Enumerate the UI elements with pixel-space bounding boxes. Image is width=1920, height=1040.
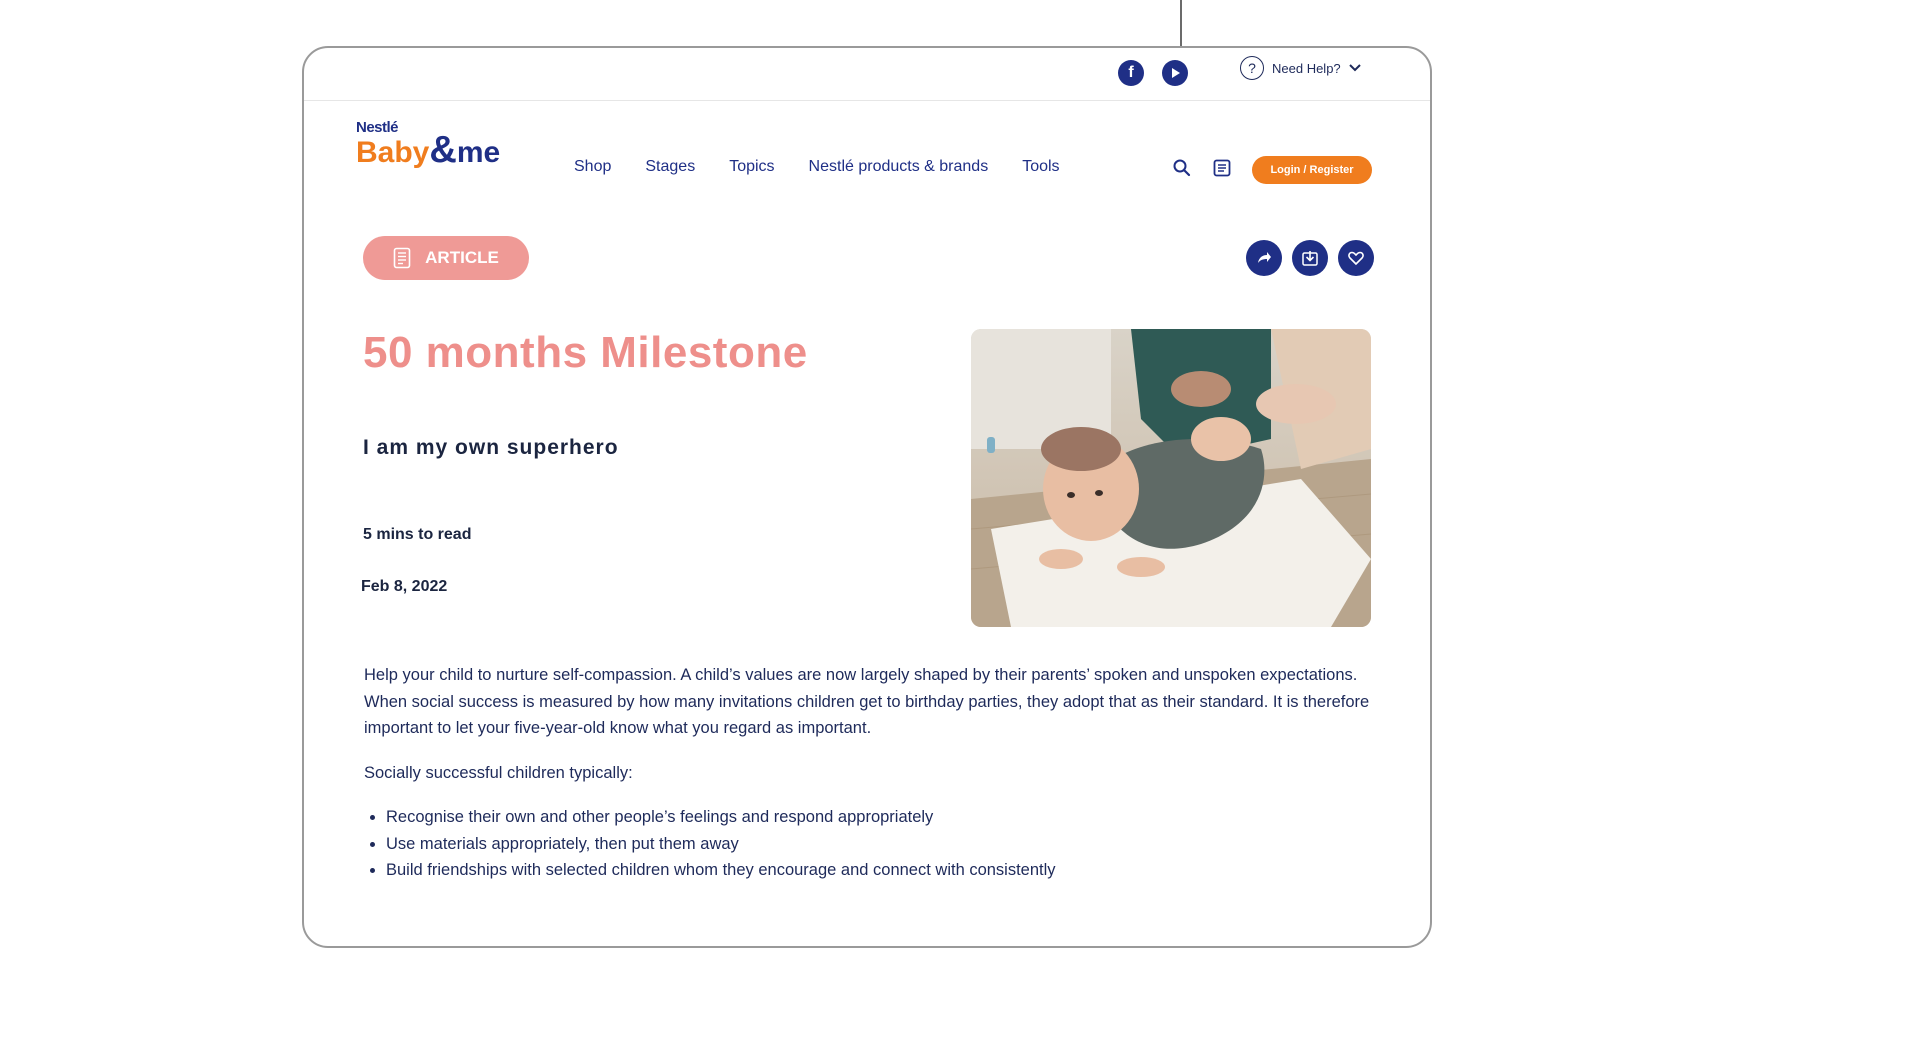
logo-nestle: Nestlé <box>356 119 399 136</box>
notes-icon[interactable] <box>1212 158 1232 178</box>
header-icons <box>1172 158 1232 178</box>
list-item: • Use materials appropriately, then put them away <box>386 831 1374 858</box>
nav-item-stages[interactable]: Stages <box>645 158 696 175</box>
need-help-label: Need Help? <box>1272 60 1341 76</box>
article-body <box>364 662 1374 884</box>
facebook-icon[interactable]: f <box>1118 60 1144 86</box>
logo-baby: Baby <box>356 136 430 169</box>
bullet-list <box>364 804 1374 884</box>
connector-line <box>1180 0 1182 46</box>
article-subtitle: I am my own superhero <box>363 436 619 459</box>
article-hero-image <box>971 329 1371 627</box>
document-icon <box>393 247 411 269</box>
nav-item-products-brands[interactable]: Nestlé products & brands <box>808 158 989 175</box>
paragraph: Socially successful children typically: <box>364 763 633 782</box>
read-time: 5 mins to read <box>363 526 472 543</box>
baby-photo <box>971 329 1371 627</box>
article-title: 50 months Milestone <box>363 328 808 377</box>
article-actions <box>1246 240 1374 276</box>
download-button[interactable] <box>1292 240 1328 276</box>
share-button[interactable] <box>1246 240 1282 276</box>
chevron-down-icon <box>1349 64 1361 72</box>
question-icon: ? <box>1240 56 1264 80</box>
nav-item-topics[interactable]: Topics <box>729 158 775 175</box>
search-icon[interactable] <box>1172 158 1192 178</box>
need-help-menu[interactable] <box>1240 56 1361 80</box>
logo-me: me <box>456 136 501 169</box>
heart-icon <box>1347 249 1365 267</box>
favorite-button[interactable] <box>1338 240 1374 276</box>
utility-bar <box>304 48 1430 101</box>
nav-item-shop[interactable]: Shop <box>574 158 612 175</box>
list-item: • Build friendships with selected children whom they encourage and connect with consistently <box>386 857 1374 884</box>
youtube-icon[interactable] <box>1162 60 1188 86</box>
download-icon <box>1301 249 1319 267</box>
nav-item-tools[interactable]: Tools <box>1022 158 1060 175</box>
brand-logo[interactable] <box>356 120 500 169</box>
article-badge <box>363 236 529 280</box>
paragraph: Help your child to nurture self-compassion. A child’s values are now largely shaped by their parents’ spoken and unspoken expectations. When social success is measured by how many invitations children get to birthday parties, they adopt that as their standard. It is therefore important to let your five-year-old know what you regard as important. <box>364 666 1370 737</box>
browser-frame <box>302 46 1432 948</box>
article-badge-label: ARTICLE <box>425 248 499 267</box>
publish-date: Feb 8, 2022 <box>361 578 448 595</box>
share-icon <box>1255 249 1273 267</box>
main-nav <box>574 158 1060 176</box>
list-item: • Recognise their own and other people’s feelings and respond appropriately <box>386 804 1374 831</box>
login-register-button[interactable]: Login / Register <box>1252 156 1372 184</box>
logo-amp: & <box>429 129 457 171</box>
